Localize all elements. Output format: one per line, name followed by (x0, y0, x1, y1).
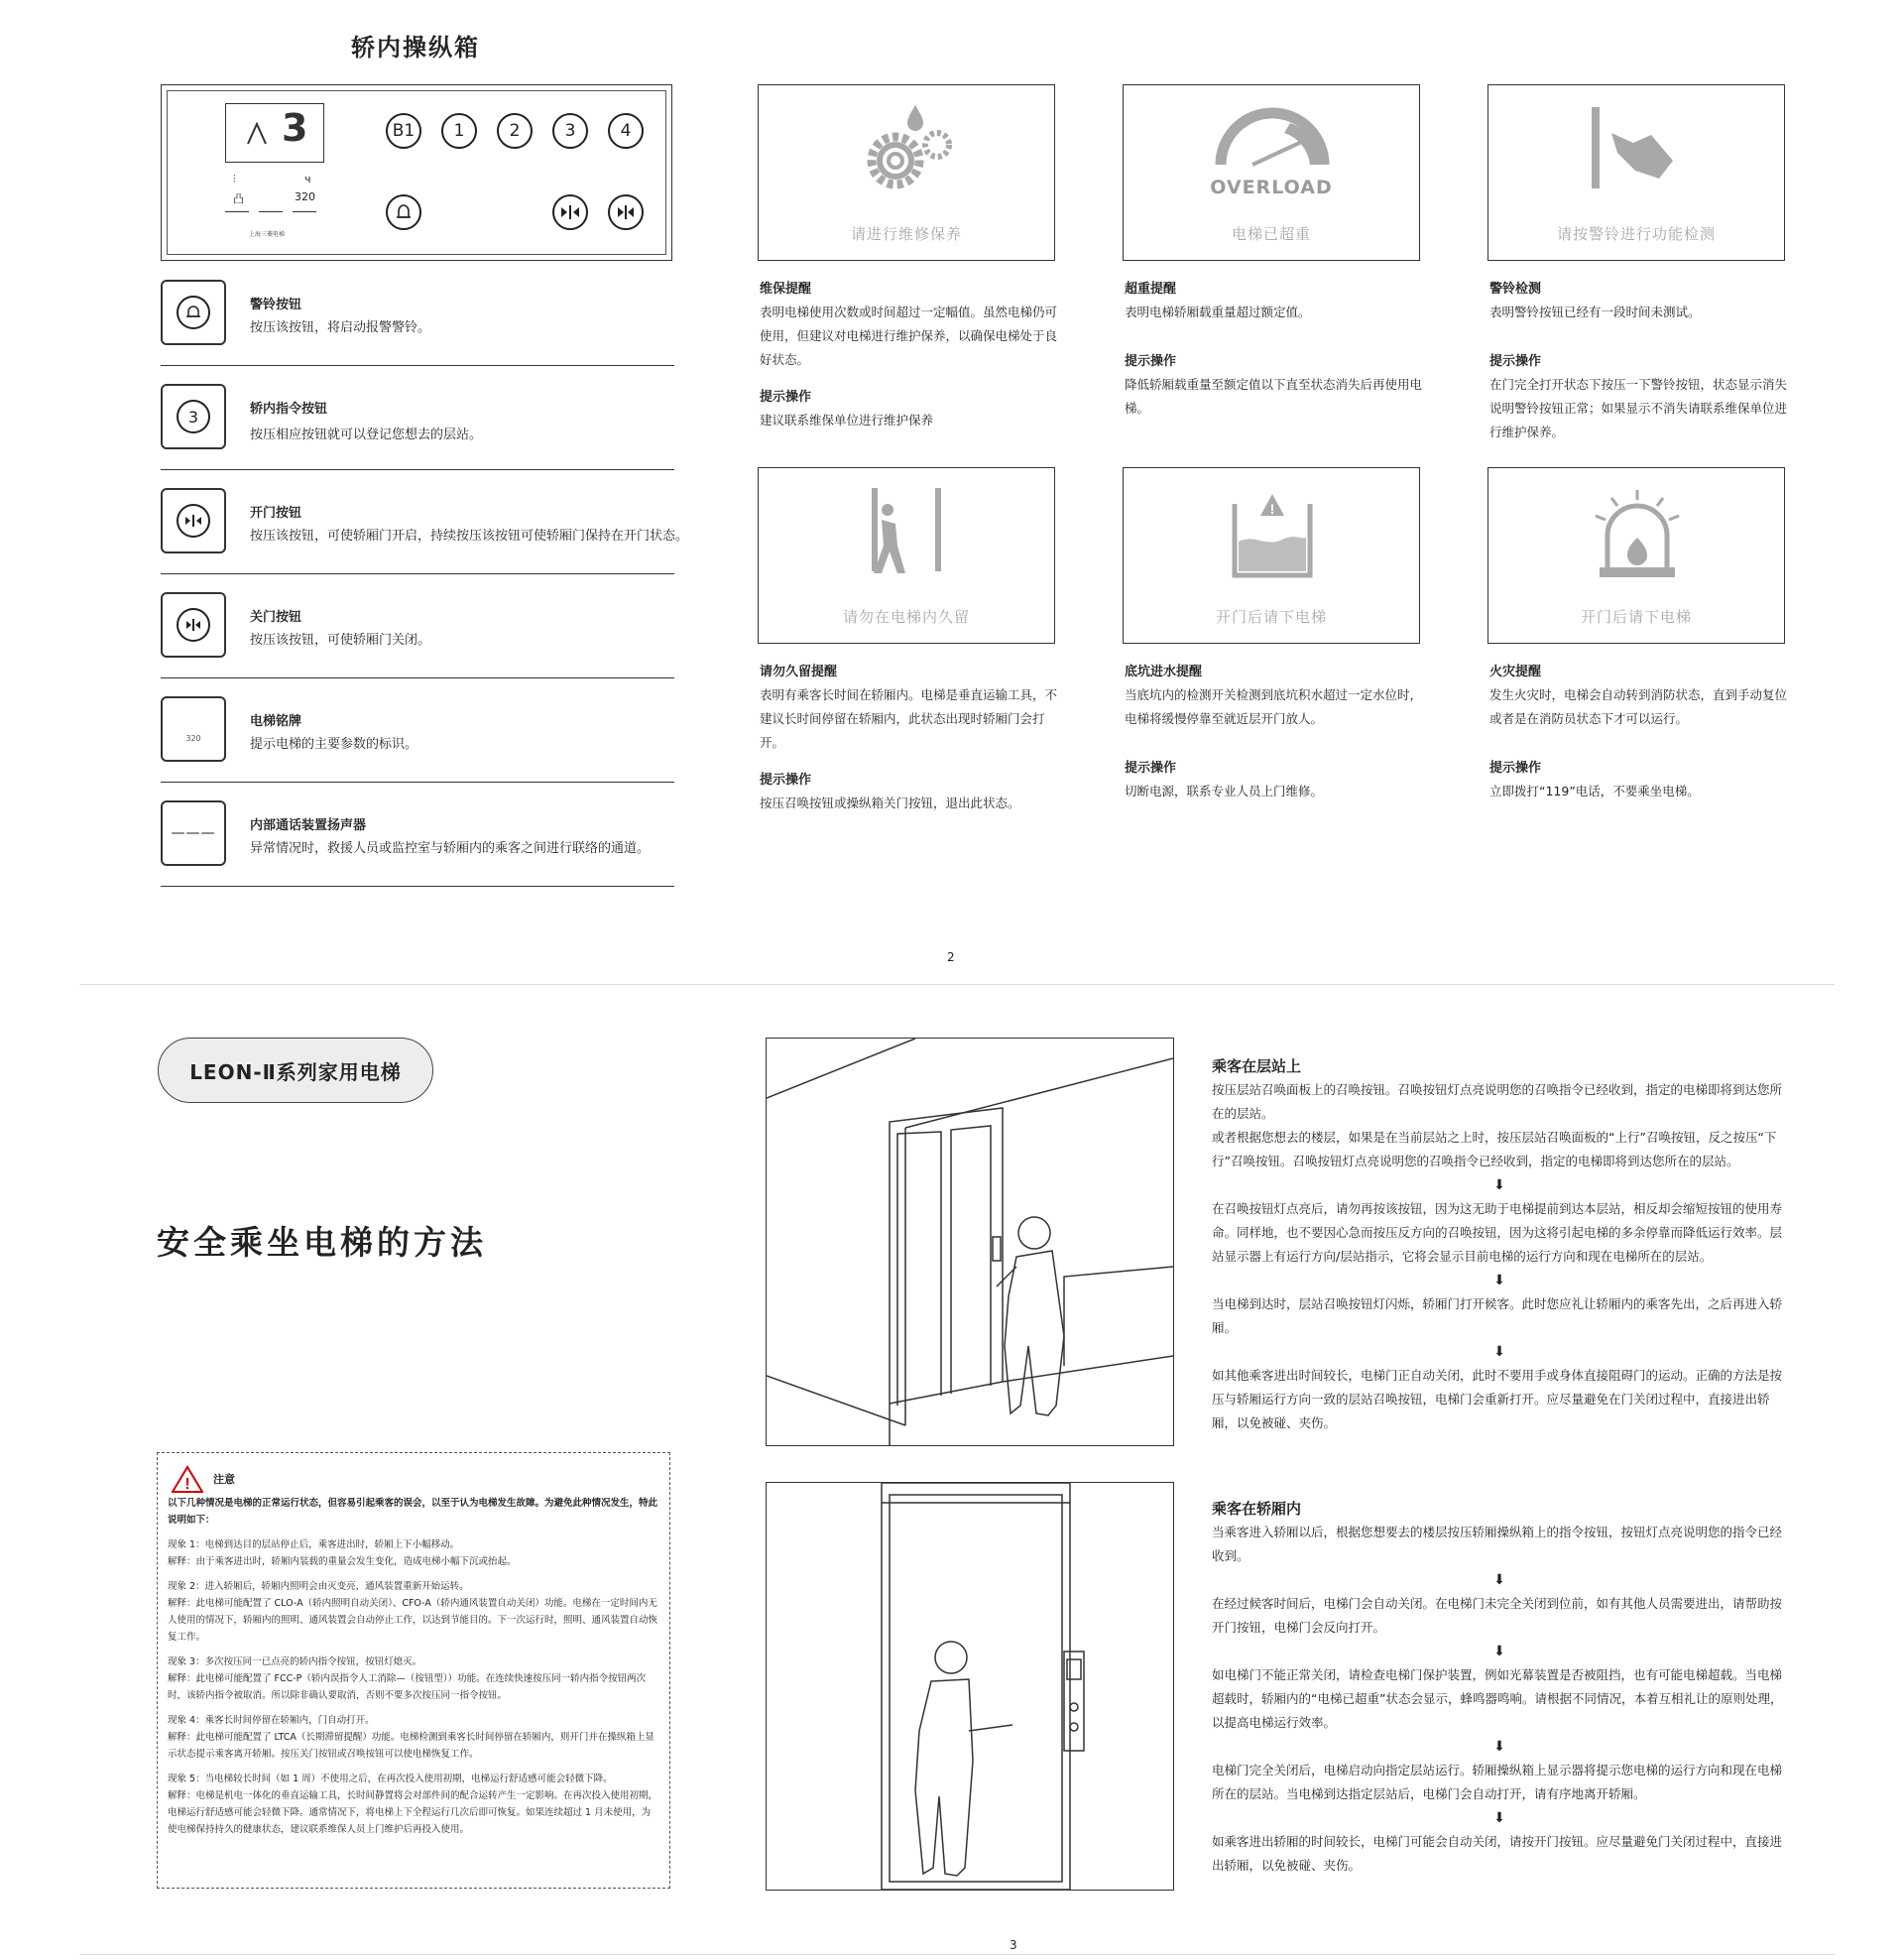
card-alarm-check (1488, 84, 1785, 261)
note-line: 现象 4：乘客长时间停留在轿厢内，门自动打开。 (168, 1715, 375, 1726)
down-arrow-icon: ⬇ (1493, 1644, 1505, 1659)
in-car-illustration (766, 1482, 1174, 1891)
up-arrow-icon (246, 120, 268, 146)
in-car-section (1212, 1498, 1787, 1878)
passenger-at-landing-image (767, 1039, 1173, 1445)
down-arrow-icon: ⬇ (1493, 1739, 1505, 1755)
page-divider (79, 984, 1835, 985)
legend-icon-frame (161, 592, 226, 658)
passenger-in-car-image (767, 1483, 1173, 1890)
paragraph: 在召唤按钮灯点亮后，请勿再按该按钮，因为这无助于电梯提前到达本层站，相反却会缩短按钮的使用寿命。同样地，也不要因心急而按压反方向的召唤按钮，因为这将引起电梯的多余停靠而降低运行效率。层站显示器上有运行方向/层站指示，它将会显示目前电梯的运行方向和现在电梯所在的层站。 (1212, 1201, 1783, 1264)
door-open-button[interactable] (552, 194, 588, 230)
legend-title: 开门按钮 (250, 506, 302, 521)
panel-section-title: 轿内操纵箱 (351, 34, 480, 61)
legend-desc: 按压相应按钮就可以登记您想去的层站。 (250, 428, 483, 442)
down-arrow-icon: ⬇ (1493, 1344, 1505, 1360)
section-title: 乘客在轿厢内 (1212, 1500, 1302, 1518)
card-text-long-stay: 请勿久留提醒 表明有乘客长时间在轿厢内。电梯是垂直运输工具，不建议长时间停留在轿厢内，此状态出现时轿厢门会打开。 提示操作 按压召唤按钮或操纵箱关门按钮，退出此状态。 (760, 665, 1058, 810)
down-arrow-icon: ⬇ (1493, 1572, 1505, 1588)
door-close-icon (177, 608, 210, 642)
card-caption: 电梯已超重 (1231, 225, 1311, 243)
card-long-stay (758, 467, 1055, 644)
legend-icon-frame (161, 488, 226, 553)
page-divider (79, 1954, 1835, 1955)
legend-desc: 异常情况时，救援人员或监控室与轿厢内的乘客之间进行联络的通道。 (250, 841, 651, 856)
card-pit-water (1123, 467, 1420, 644)
card-caption: 请进行维修保养 (850, 225, 962, 243)
door-close-button[interactable] (608, 194, 644, 230)
paragraph: 如电梯门不能正常关闭，请检查电梯门保护装置，例如光幕装置是否被阻挡，也有可能电梯超载。当电梯超载时，轿厢内的“电梯已超重”状态会显示，蜂鸣器鸣响。请根据不同情况，本着互相礼让的原则处理，以提高电梯运行效率。 (1212, 1667, 1783, 1730)
card-text-overload: 超重提醒 表明电梯轿厢载重量超过额定值。 提示操作 降低轿厢载重量至额定值以下直至状态消失后再使用电梯。 (1125, 282, 1423, 416)
door-open-icon (177, 504, 210, 538)
button-legend (161, 278, 689, 883)
paragraph: 按压层站召唤面板上的召唤按钮。召唤按钮灯点亮说明您的召唤指令已经收到，指定的电梯即将到达您所在的层站。 (1212, 1082, 1783, 1121)
legend-desc: 按压该按钮，可使轿厢门关闭。 (250, 633, 431, 648)
svg-text:!: ! (184, 1476, 190, 1493)
legend-item-nameplate (161, 694, 676, 798)
gears-maintenance-icon (858, 103, 967, 192)
note-box (157, 1452, 670, 1889)
page-number: 2 (947, 950, 955, 964)
paragraph: 在经过候客时间后，电梯门会自动关闭。在电梯门未完全关闭到位前，如有其他人员需要进出，请帮助按开门按钮，电梯门会反向打开。 (1212, 1596, 1783, 1635)
svg-text:!: ! (1269, 501, 1275, 517)
note-line: 解释：此电梯可能配置了 FCC-P（轿内误指令人工消除—（按钮型））功能。在连续快速按压同一轿内指令按钮两次时，该轿内指令被取消。所以除非确认要取消，否则不要多次按压同一指令按钮。 (168, 1673, 647, 1701)
legend-desc: 按压该按钮，可使轿厢门开启，持续按压该按钮可使轿厢门保持在开门状态。 (250, 529, 689, 544)
floor-button-3[interactable]: 3 (552, 113, 588, 149)
page-heading: 安全乘坐电梯的方法 (157, 1223, 487, 1262)
floor-button-b1[interactable]: B1 (386, 113, 421, 149)
speaker-dash (225, 211, 249, 212)
series-badge: LEON-Ⅱ系列家用电梯 (158, 1038, 433, 1103)
legend-item-door-close (161, 590, 676, 694)
landing-illustration (766, 1038, 1174, 1446)
pit-water-icon (1231, 490, 1314, 579)
card-text-fire: 火灾提醒 发生火灾时，电梯会自动转到消防状态，直到手动复位或者是在消防员状态下才可以运行。 提示操作 立即拨打“119”电话，不要乘坐电梯。 (1489, 665, 1788, 798)
landing-section (1212, 1055, 1787, 1435)
floor-button-4[interactable]: 4 (608, 113, 644, 149)
floor-button-1[interactable]: 1 (441, 113, 477, 149)
paragraph: 如其他乘客进出时间较长，电梯门正自动关闭，此时不要用手或身体直接阻碍门的运动。正确的方法是按压与轿厢运行方向一致的层站召唤按钮，电梯门会重新打开。应尽量避免在门关闭过程中，直接进出轿厢，以免被碰、夹伤。 (1212, 1368, 1783, 1430)
divider (161, 677, 674, 678)
card-text-pit-water: 底坑进水提醒 当底坑内的检测开关检测到底坑积水超过一定水位时，电梯将缓慢停靠至就近层开门放人。 提示操作 切断电源，联系专业人员上门维修。 (1125, 665, 1423, 798)
card-caption: 开门后请下电梯 (1215, 608, 1327, 626)
hand-press-icon (1588, 103, 1687, 192)
note-intro: 以下几种情况是电梯的正常运行状态，但容易引起乘客的误会，以至于认为电梯发生故障。为避免此种情况发生，特此说明如下： (168, 1498, 658, 1526)
speaker-icon: ——— (161, 800, 226, 866)
card-caption: 请按警铃进行功能检测 (1556, 225, 1716, 243)
warning-icon (172, 1465, 203, 1493)
paragraph: 如乘客进出轿厢的时间较长，电梯门可能会自动关闭，请按开门按钮。应尽量避免门关闭过程中，直接进出轿厢，以免被碰、夹伤。 (1212, 1834, 1783, 1873)
page-number: 3 (1010, 1938, 1017, 1952)
divider (161, 782, 674, 783)
display-digit: 3 (282, 106, 308, 150)
note-line: 解释：由于乘客进出时，轿厢内装载的重量会发生变化，造成电梯小幅下沉或抬起。 (168, 1556, 517, 1567)
bell-icon (395, 202, 413, 222)
card-caption: 请勿在电梯内久留 (842, 608, 970, 626)
floor-display (225, 103, 324, 163)
overload-gauge-icon (1213, 103, 1332, 171)
card-overload (1123, 84, 1420, 261)
legend-item-door-open (161, 486, 689, 590)
divider (161, 573, 674, 574)
person-exit-icon (862, 484, 961, 583)
legend-title: 内部通话装置扬声器 (250, 818, 367, 833)
paragraph: 当电梯到达时，层站召唤按钮灯闪烁，轿厢门打开候客。此时您应礼让轿厢内的乘客先出，之后再进入轿厢。 (1212, 1296, 1783, 1335)
card-caption: 开门后请下电梯 (1580, 608, 1692, 626)
legend-desc: 提示电梯的主要参数的标识。 (250, 737, 418, 752)
card-maintenance (758, 84, 1055, 261)
note-line: 现象 3：多次按压同一已点亮的轿内指令按钮，按钮灯熄灭。 (168, 1656, 422, 1667)
legend-icon-frame (161, 384, 226, 449)
divider (161, 469, 674, 470)
speaker-dash (259, 211, 283, 212)
down-arrow-icon: ⬇ (1493, 1177, 1505, 1193)
floor-button-2[interactable]: 2 (497, 113, 533, 149)
down-arrow-icon: ⬇ (1493, 1810, 1505, 1826)
note-line: 现象 1：电梯到达目的层站停止后，乘客进出时，轿厢上下小幅移动。 (168, 1539, 460, 1550)
legend-item-speaker (161, 798, 686, 903)
legend-item-car-call (161, 382, 676, 486)
operating-panel: 3 ⫶ ч 凸 320 上海三菱电梯 B1 1 2 3 4 (161, 84, 672, 261)
note-line: 解释：此电梯可能配置了 LTCA（长期滞留提醒）功能。电梯检测到乘客长时间停留在轿厢内，则开门并在操纵箱上显示状态提示乘客离开轿厢。按压关门按钮或召唤按钮可以使电梯恢复工作。 (168, 1732, 654, 1760)
legend-desc: 按压该按钮，将启动报警警铃。 (250, 320, 431, 335)
nameplate-icon: 320 (161, 696, 226, 762)
note-line: 解释：电梯是机电一体化的垂直运输工具，长时间静置将会对部件间的配合运转产生一定影响。在再次投入使用初期，电梯运行舒适感可能会轻微下降。通常情况下，将电梯上下全程运行几次后即可恢复。如果连续超过 1 月未使用，为使电梯保持持久的健康状态，建议联系维保人员上门维护后再投入使用。 (168, 1790, 658, 1835)
bell-icon (177, 296, 210, 329)
floor-3-icon: 3 (177, 400, 210, 433)
divider (161, 365, 674, 366)
door-close-icon (615, 204, 637, 220)
note-line: 解释：此电梯可能配置了 CLO-A（轿内照明自动关闭）、CFO-A（轿内通风装置自动关闭）功能。电梯在一定时间内无人使用的情况下，轿厢内的照明、通风装置会自动停止工作，以达到节能目的。下一次运行时，照明、通风装置自动恢复工作。 (168, 1598, 658, 1643)
door-open-icon (559, 204, 581, 220)
section-title: 乘客在层站上 (1212, 1057, 1302, 1075)
legend-title: 轿内指令按钮 (250, 402, 328, 417)
legend-item-alarm (161, 278, 676, 382)
legend-title: 警铃按钮 (250, 298, 302, 312)
down-arrow-icon: ⬇ (1493, 1273, 1505, 1288)
legend-icon-frame (161, 280, 226, 345)
paragraph: 电梯门完全关闭后，电梯启动向指定层站运行。轿厢操纵箱上显示器将提示您电梯的运行方向和现在电梯所在的层站。当电梯到达指定层站后，电梯门会自动打开，请有序地离开轿厢。 (1212, 1763, 1783, 1801)
card-text-alarm-check: 警铃检测 表明警铃按钮已经有一段时间未测试。 提示操作 在门完全打开状态下按压一下警铃按钮，状态显示消失说明警铃按钮正常；如果显示不消失请联系维保单位进行维护保养。 (1489, 282, 1788, 439)
alarm-button[interactable] (386, 194, 421, 230)
note-line: 现象 5：当电梯较长时间（如 1 周）不使用之后，在再次投入使用初期，电梯运行舒适感可能会轻微下降。 (168, 1774, 613, 1784)
overload-text: OVERLOAD (1210, 177, 1333, 198)
speaker-dash (293, 211, 316, 212)
divider (161, 886, 674, 887)
note-line: 现象 2：进入轿厢后，轿厢内照明会由灭变亮，通风装置重新开始运转。 (168, 1581, 469, 1592)
note-title: 注意 (213, 1473, 235, 1486)
brand-logo: 上海三菱电梯 (249, 231, 286, 238)
card-fire (1488, 467, 1785, 644)
paragraph: 或者根据您想去的楼层，如果是在当前层站之上时，按压层站召唤面板的“上行”召唤按钮，反之按压“下行”召唤按钮。召唤按钮灯点亮说明您的召唤指令已经收到，指定的电梯即将到达您所在的层站。 (1212, 1130, 1777, 1168)
legend-title: 关门按钮 (250, 610, 302, 625)
fire-alarm-icon (1588, 488, 1687, 579)
legend-title: 电梯铭牌 (250, 714, 302, 729)
card-text-maintenance: 维保提醒 表明电梯使用次数或时间超过一定幅值。虽然电梯仍可使用，但建议对电梯进行维护保养，以确保电梯处于良好状态。 提示操作 建议联系维保单位进行维护保养 (760, 282, 1058, 428)
paragraph: 当乘客进入轿厢以后，根据您想要去的楼层按压轿厢操纵箱上的指令按钮，按钮灯点亮说明您的指令已经收到。 (1212, 1525, 1783, 1563)
